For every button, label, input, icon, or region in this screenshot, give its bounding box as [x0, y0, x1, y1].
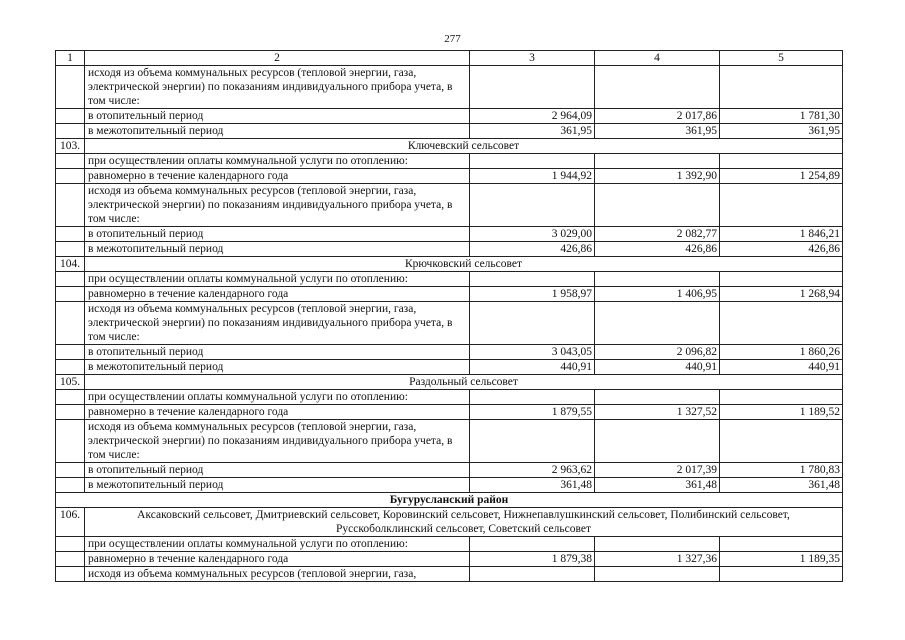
region-row	[56, 493, 843, 508]
row-number-cell	[56, 66, 85, 109]
value-col-3-cell	[470, 184, 595, 227]
row-number-cell	[56, 154, 85, 169]
section-row	[56, 257, 843, 272]
row-number-cell	[56, 463, 85, 478]
table-row	[56, 390, 843, 405]
row-number-cell	[56, 537, 85, 552]
value-col-4-cell	[595, 420, 720, 463]
row-number-cell	[56, 184, 85, 227]
value-col-5-cell: 361,48	[720, 478, 843, 493]
value-col-4-cell: 1 327,52	[595, 405, 720, 420]
row-description-cell: при осуществлении оплаты коммунальной услуги по отоплению:	[85, 154, 470, 169]
value-col-5-cell: 1 860,26	[720, 345, 843, 360]
value-col-5-cell	[720, 154, 843, 169]
value-col-4-cell: 2 082,77	[595, 227, 720, 242]
value-col-4-cell: 426,86	[595, 242, 720, 257]
value-col-3-cell	[470, 567, 595, 582]
value-col-3-cell: 440,91	[470, 360, 595, 375]
section-row	[56, 508, 843, 537]
value-col-3-cell: 3 029,00	[470, 227, 595, 242]
row-description-cell: равномерно в течение календарного года	[85, 169, 470, 184]
value-col-4-cell: 440,91	[595, 360, 720, 375]
row-description-cell: в отопительный период	[85, 345, 470, 360]
value-col-5-cell: 361,95	[720, 124, 843, 139]
value-col-3-cell: 2 963,62	[470, 463, 595, 478]
header-col-5: 5	[720, 51, 843, 66]
row-number-cell	[56, 124, 85, 139]
value-col-5-cell: 1 846,21	[720, 227, 843, 242]
section-title-cell: Крючковский сельсовет	[85, 257, 843, 272]
section-number-cell: 104.	[56, 257, 85, 272]
value-col-4-cell	[595, 567, 720, 582]
row-number-cell	[56, 345, 85, 360]
section-number-cell: 105.	[56, 375, 85, 390]
table-row	[56, 287, 843, 302]
value-col-4-cell	[595, 272, 720, 287]
value-col-5-cell	[720, 184, 843, 227]
value-col-3-cell: 1 879,38	[470, 552, 595, 567]
row-number-cell	[56, 405, 85, 420]
section-title-cell: Ключевский сельсовет	[85, 139, 843, 154]
row-number-cell	[56, 287, 85, 302]
row-number-cell	[56, 390, 85, 405]
tariff-table	[55, 50, 843, 582]
value-col-3-cell: 1 879,55	[470, 405, 595, 420]
value-col-3-cell: 361,48	[470, 478, 595, 493]
value-col-4-cell: 2 017,86	[595, 109, 720, 124]
value-col-3-cell: 426,86	[470, 242, 595, 257]
section-title-cell: Раздольный сельсовет	[85, 375, 843, 390]
row-description-cell: в межотопительный период	[85, 124, 470, 139]
table-row	[56, 302, 843, 345]
table-row	[56, 478, 843, 493]
row-number-cell	[56, 227, 85, 242]
value-col-4-cell	[595, 390, 720, 405]
row-description-cell: в отопительный период	[85, 463, 470, 478]
value-col-3-cell: 3 043,05	[470, 345, 595, 360]
page-number: 277	[444, 33, 461, 45]
row-description-cell: исходя из объема коммунальных ресурсов (тепловой энергии, газа, электрической энергии) по показаниям индивидуального прибора учета, в том числе:	[85, 66, 470, 109]
section-number-cell: 106.	[56, 508, 85, 537]
value-col-5-cell	[720, 66, 843, 109]
value-col-5-cell: 1 254,89	[720, 169, 843, 184]
row-description-cell: исходя из объема коммунальных ресурсов (тепловой энергии, газа, электрической энергии) по показаниям индивидуального прибора учета, в том числе:	[85, 420, 470, 463]
row-description-cell: исходя из объема коммунальных ресурсов (тепловой энергии, газа,	[85, 567, 470, 582]
row-number-cell	[56, 109, 85, 124]
value-col-3-cell: 1 958,97	[470, 287, 595, 302]
value-col-3-cell	[470, 66, 595, 109]
row-description-cell: в межотопительный период	[85, 478, 470, 493]
value-col-3-cell	[470, 154, 595, 169]
row-description-cell: в межотопительный период	[85, 242, 470, 257]
value-col-5-cell	[720, 302, 843, 345]
value-col-4-cell: 2 096,82	[595, 345, 720, 360]
table-row	[56, 124, 843, 139]
header-col-2: 2	[85, 51, 470, 66]
table-header-row	[56, 51, 843, 66]
row-number-cell	[56, 420, 85, 463]
row-description-cell: исходя из объема коммунальных ресурсов (тепловой энергии, газа, электрической энергии) по показаниям индивидуального прибора учета, в том числе:	[85, 302, 470, 345]
value-col-5-cell	[720, 567, 843, 582]
value-col-3-cell: 1 944,92	[470, 169, 595, 184]
row-number-cell	[56, 360, 85, 375]
value-col-3-cell: 361,95	[470, 124, 595, 139]
row-description-cell: при осуществлении оплаты коммунальной услуги по отоплению:	[85, 537, 470, 552]
value-col-5-cell: 1 780,83	[720, 463, 843, 478]
row-number-cell	[56, 302, 85, 345]
table-row	[56, 420, 843, 463]
row-number-cell	[56, 272, 85, 287]
section-row	[56, 375, 843, 390]
value-col-5-cell: 1 268,94	[720, 287, 843, 302]
value-col-4-cell: 2 017,39	[595, 463, 720, 478]
region-title-cell: Бугурусланский район	[56, 493, 843, 508]
value-col-4-cell: 1 327,36	[595, 552, 720, 567]
row-description-cell: в межотопительный период	[85, 360, 470, 375]
table-row	[56, 66, 843, 109]
value-col-5-cell: 1 781,30	[720, 109, 843, 124]
row-description-cell: равномерно в течение календарного года	[85, 552, 470, 567]
table-row	[56, 242, 843, 257]
table-row	[56, 537, 843, 552]
table-row	[56, 567, 843, 582]
row-number-cell	[56, 478, 85, 493]
value-col-3-cell	[470, 420, 595, 463]
header-col-4: 4	[595, 51, 720, 66]
value-col-3-cell	[470, 272, 595, 287]
table-row	[56, 360, 843, 375]
value-col-5-cell	[720, 537, 843, 552]
row-description-cell: при осуществлении оплаты коммунальной услуги по отоплению:	[85, 272, 470, 287]
table-row	[56, 227, 843, 242]
value-col-3-cell	[470, 390, 595, 405]
value-col-5-cell	[720, 420, 843, 463]
table-row	[56, 405, 843, 420]
value-col-4-cell	[595, 302, 720, 345]
section-number-cell: 103.	[56, 139, 85, 154]
value-col-4-cell: 361,95	[595, 124, 720, 139]
value-col-4-cell	[595, 184, 720, 227]
value-col-4-cell: 1 392,90	[595, 169, 720, 184]
value-col-5-cell: 1 189,35	[720, 552, 843, 567]
row-description-cell: равномерно в течение календарного года	[85, 287, 470, 302]
value-col-4-cell	[595, 66, 720, 109]
table-row	[56, 345, 843, 360]
value-col-5-cell: 1 189,52	[720, 405, 843, 420]
header-col-1: 1	[56, 51, 85, 66]
table-row	[56, 169, 843, 184]
table-row	[56, 154, 843, 169]
value-col-4-cell: 1 406,95	[595, 287, 720, 302]
value-col-4-cell	[595, 154, 720, 169]
row-description-cell: равномерно в течение календарного года	[85, 405, 470, 420]
table-row	[56, 109, 843, 124]
table-row	[56, 184, 843, 227]
table-row	[56, 463, 843, 478]
row-description-cell: при осуществлении оплаты коммунальной услуги по отоплению:	[85, 390, 470, 405]
section-title-cell: Аксаковский сельсовет, Дмитриевский сельсовет, Коровинский сельсовет, Нижнепавлушкинский сельсовет, Полибинский сельсовет, Русскоболклинский сельсовет, Советский сельсовет	[85, 508, 843, 537]
row-number-cell	[56, 169, 85, 184]
row-number-cell	[56, 567, 85, 582]
value-col-5-cell: 426,86	[720, 242, 843, 257]
table-row	[56, 272, 843, 287]
value-col-5-cell: 440,91	[720, 360, 843, 375]
table-row	[56, 552, 843, 567]
value-col-5-cell	[720, 272, 843, 287]
row-description-cell: в отопительный период	[85, 227, 470, 242]
value-col-5-cell	[720, 390, 843, 405]
value-col-3-cell	[470, 302, 595, 345]
row-number-cell	[56, 552, 85, 567]
value-col-4-cell	[595, 537, 720, 552]
row-description-cell: в отопительный период	[85, 109, 470, 124]
value-col-3-cell	[470, 537, 595, 552]
row-number-cell	[56, 242, 85, 257]
section-row	[56, 139, 843, 154]
header-col-3: 3	[470, 51, 595, 66]
value-col-4-cell: 361,48	[595, 478, 720, 493]
value-col-3-cell: 2 964,09	[470, 109, 595, 124]
row-description-cell: исходя из объема коммунальных ресурсов (тепловой энергии, газа, электрической энергии) по показаниям индивидуального прибора учета, в том числе:	[85, 184, 470, 227]
